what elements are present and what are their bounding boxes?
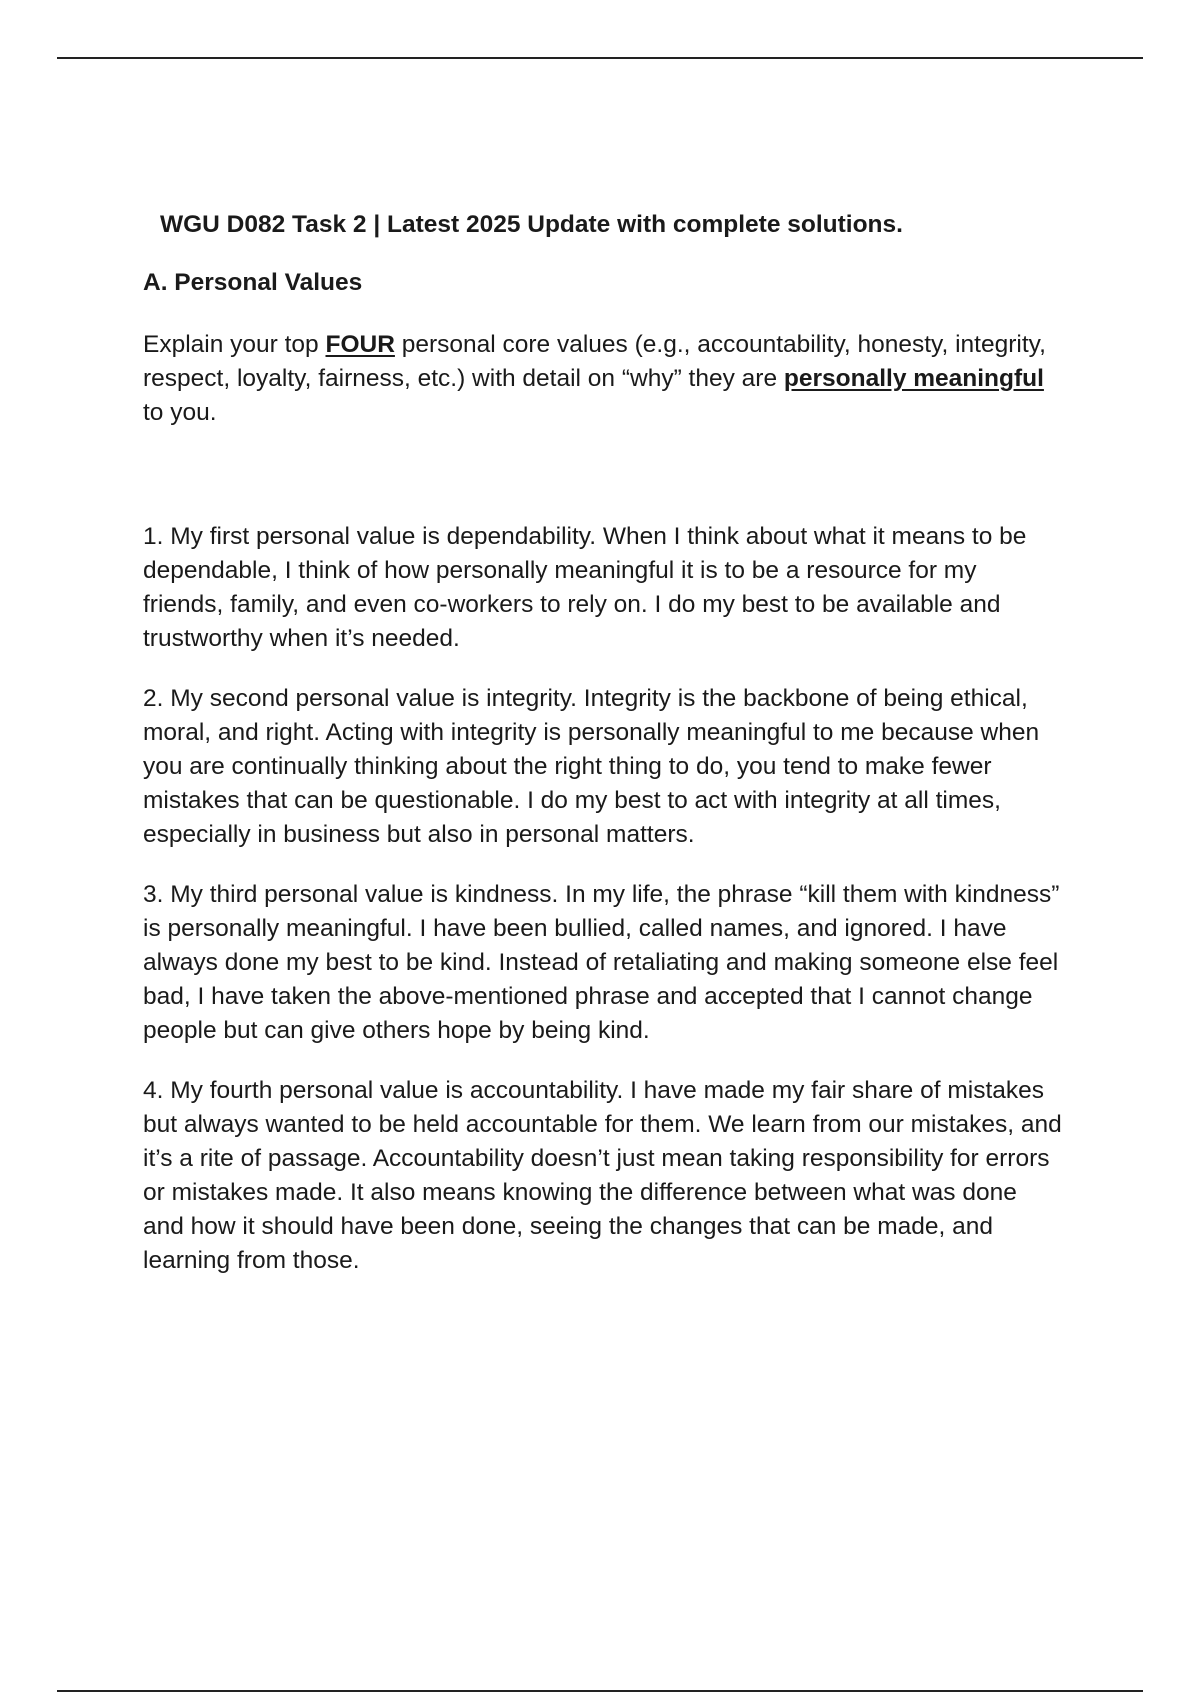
top-divider [57, 57, 1143, 59]
assignment-prompt [143, 328, 1063, 430]
answer-paragraph-3: 3. My third personal value is kindness. In my life, the phrase “kill them with kindness” is personally meaningful. I have been bullied, called names, and ignored. I have always done my best to be kind. Instead of retaliating and making someone else feel bad, I have taken the above-mentioned phrase and accepted that I cannot change people but can give others hope by being kind. [143, 881, 1060, 1044]
prompt-emphasis-four: FOUR [325, 331, 395, 358]
answer-paragraph-1: 1. My first personal value is dependability. When I think about what it means to be dependable, I think of how personally meaningful it is to be a resource for my friends, family, and even co-workers to rely on. I do my best to be available and trustworthy when it’s needed. [143, 523, 1027, 652]
prompt-emphasis-meaningful: personally meaningful [783, 365, 1044, 392]
answer-paragraph-2: 2. My second personal value is integrity. Integrity is the backbone of being ethical, moral, and right. Acting with integrity is personally meaningful to me because when you are continually thinking about the right thing to do, you tend to make fewer mistakes that can be questionable. I do my best to act with integrity at all times, especially in business but also in personal matters. [143, 685, 1040, 848]
document-title: WGU D082 Task 2 | Latest 2025 Update with complete solutions. [160, 211, 903, 238]
document-body [143, 210, 1063, 1304]
section-heading: A. Personal Values [143, 269, 363, 296]
answers-list [143, 520, 1063, 1278]
prompt-text-3: to you. [143, 399, 217, 426]
prompt-text-1: Explain your top [143, 331, 326, 358]
bottom-divider [57, 1690, 1143, 1692]
answer-paragraph-4: 4. My fourth personal value is accountability. I have made my fair share of mistakes but always wanted to be held accountable for them. We learn from our mistakes, and it’s a rite of passage. Accountability doesn’t just mean taking responsibility for errors or mistakes made. It also means knowing the difference between what was done and how it should have been done, seeing the changes that can be made, and learning from those. [143, 1077, 1062, 1274]
prompt-text-2: personal core values (e.g., accountability, honesty, integrity, respect, loyalty, fairness, etc.) with detail on “why” they are [143, 331, 1046, 392]
